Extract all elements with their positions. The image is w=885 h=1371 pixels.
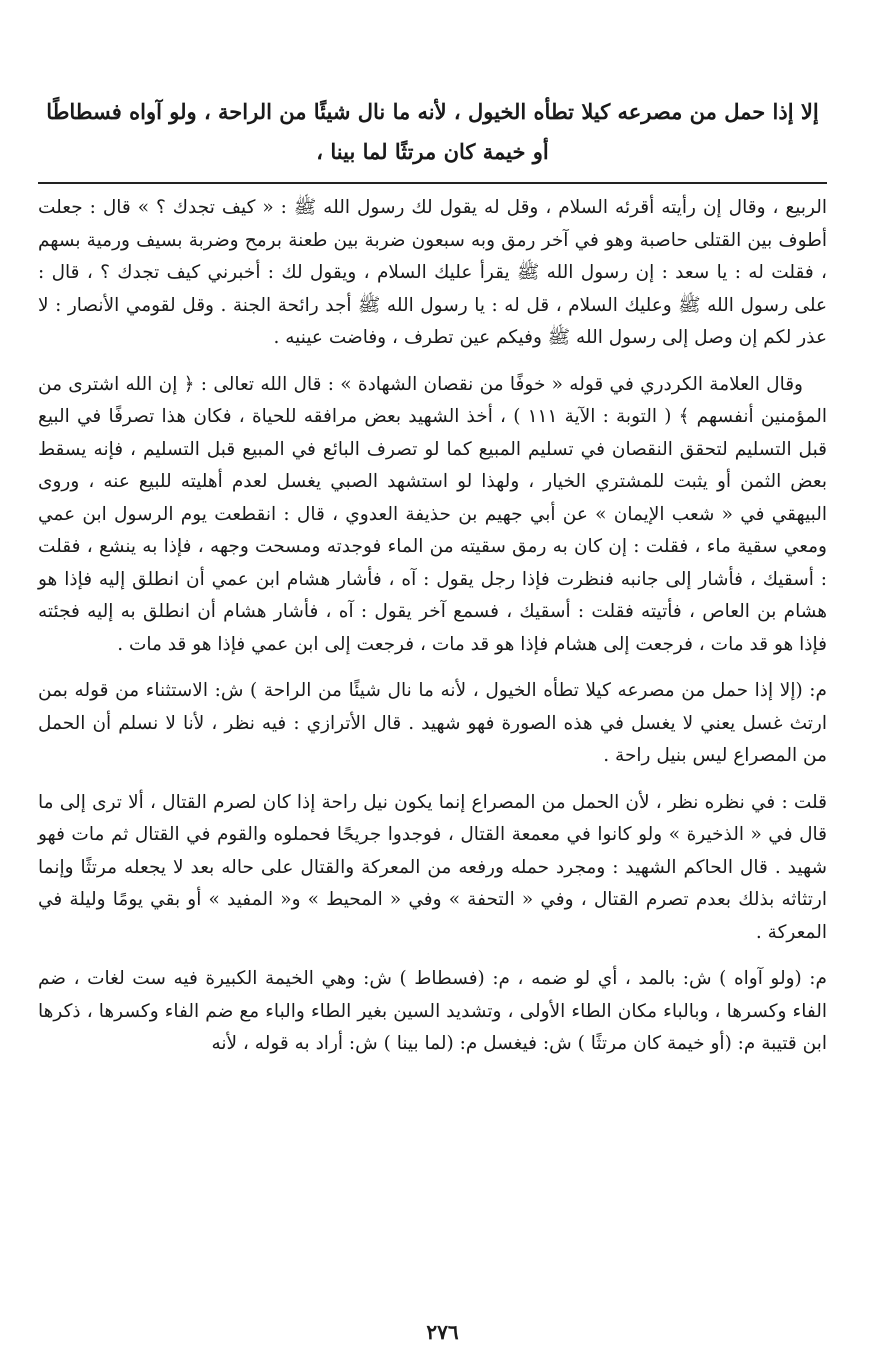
matn-text: إلا إذا حمل من مصرعه كيلا تطأه الخيول ، لأنه ما نال شيئًا من الراحة ، ولو آواه فسطاطًا أو خيمة كان مرتثًا لما بينا ، bbox=[46, 99, 819, 164]
separator-rule bbox=[38, 182, 827, 184]
commentary-body bbox=[38, 192, 827, 1075]
paragraph-5: م: (ولو آواه ) ش: بالمد ، أي لو ضمه ، م: (فسطاط ) ش: وهي الخيمة الكبيرة فيه ست لغات ، ضم الفاء وكسرها ، وبالباء مكان الطاء الأولى ، وتشديد السين بغير الطاء والباء مع ضم الفاء وكسرها ، ذكرها ابن قتيبة م: (أو خيمة كان مرتثًا ) ش: فيغسل م: (لما بينا ) ش: أراد به قوله ، لأنه bbox=[38, 968, 827, 1054]
paragraph-1: الربيع ، وقال إن رأيته أقرئه السلام ، وقل له يقول لك رسول الله ﷺ : « كيف تجدك ؟ » قال : جعلت أطوف بين القتلى حاصبة وهو في آخر رمق وبه سبعون ضربة بين طعنة برمح وضربة بسيف ورمية بسهم ، فقلت له : يا سعد : إن رسول الله ﷺ يقرأ عليك السلام ، ويقول لك : أخبرني كيف تجدك ؟ ، قال : على رسول الله ﷺ وعليك السلام ، قل له : يا رسول الله ﷺ أجد رائحة الجنة . وقل لقومي الأنصار : لا عذر لكم إن وصل إلى رسول الله ﷺ وفيكم عين تطرف ، وفاضت عينيه . bbox=[38, 197, 827, 348]
page-number: ٢٧٦ bbox=[426, 1320, 459, 1344]
paragraph-4: قلت : في نظره نظر ، لأن الحمل من المصراع إنما يكون نيل راحة إذا كان لصرم القتال ، ألا ترى إلى ما قال في « الذخيرة » ولو كانوا في معمعة القتال ، فوجدوا جريحًا فحملوه والقوم في القتال ثم مات فهو شهيد . قال الحاكم الشهيد : ومجرد حمله ورفعه من المعركة والقتال على حاله بعد لا يجعله مرتثًا وإنما ارتثاثه بذلك بعدم تصرم القتال ، وفي « التحفة » وفي « المحيط » و« المفيد » أو بقي يومًا وليلة في المعركة . bbox=[38, 791, 827, 943]
paragraph-3: م: (إلا إذا حمل من مصرعه كيلا تطأه الخيول ، لأنه ما نال شيئًا من الراحة ) ش: الاستثناء من قوله بمن ارتث غسل يعني لا يغسل في هذه الصورة فهو شهيد . قال الأترازي : فيه نظر ، لأنا لا نسلم أن الحمل من المصراع ليس بنيل راحة . bbox=[38, 680, 827, 766]
paragraph-2: وقال العلامة الكردري في قوله « خوفًا من نقصان الشهادة » : قال الله تعالى : ﴿ إن الله اشترى من المؤمنين أنفسهم ﴾ ( التوبة : الآية ١١١ ) ، أخذ الشهيد بعض مرافقه للحياة ، فكان هذا تصرفًا في البيع قبل التسليم لتحقق النقصان في تسليم المبيع كما لو تصرف البائع في المبيع قبل التسليم ، فإنه يسقط بعض الثمن أو يثبت للمشتري الخيار ، ولهذا لو استشهد الصبي يغسل لعدم أهليته للبيع عنه ، وروى البيهقي في « شعب الإيمان » عن أبي جهيم بن حذيفة العدوي ، قال : انقطعت يوم الرسول ابن عمي ومعي سقية ماء ، فقلت : إن كان به رمق سقيته من الماء فوجدته ومسحت وجهه ، فإذا به ينشع ، فقلت : أسقيك ، فأشار إلى جانبه فنظرت فإذا رجل يقول : آه ، فأشار هشام ابن عمي أن انطلق إليه فإذا هو هشام بن العاص ، فأتيته فقلت : أسقيك ، فسمع آخر يقول : آه ، فأشار هشام أن انطلق به إليه فجئته فإذا هو قد مات ، فرجعت إلى هشام فإذا هو قد مات ، فرجعت إلى ابن عمي فإذا هو قد مات . bbox=[38, 373, 828, 655]
